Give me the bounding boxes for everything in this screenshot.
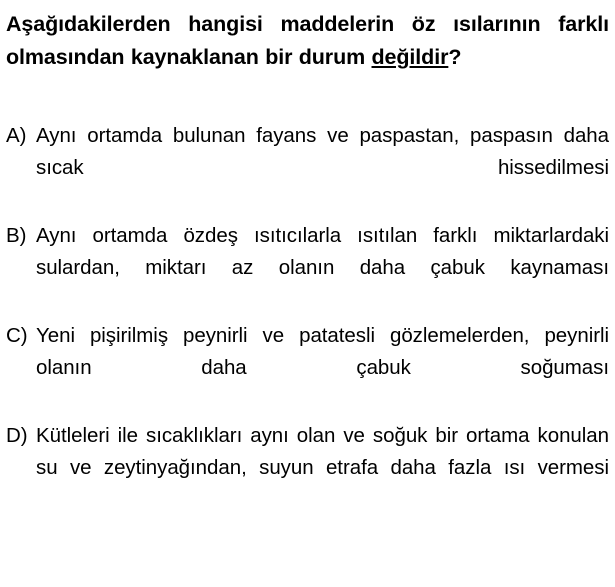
option-d[interactable] <box>6 420 609 516</box>
question-stem-text-before: Aşağıdakilerden hangisi maddelerin öz ısılarının farklı olmasından kaynaklanan bir durum <box>6 12 609 69</box>
question-stem-negation: değildir <box>371 45 449 69</box>
option-b-text: Aynı ortamda özdeş ısıtıcılarla ısıtılan farklı miktarlardaki sulardan, miktarı az olanın daha çabuk kaynaması <box>36 224 609 279</box>
question-stem-text-after: ? <box>448 45 462 69</box>
option-a-letter: A) <box>6 124 27 147</box>
option-d-letter: D) <box>6 424 28 447</box>
question-page <box>0 8 615 587</box>
option-c-letter: C) <box>6 324 28 347</box>
question-stem <box>6 8 609 74</box>
option-c[interactable] <box>6 320 609 416</box>
option-a-text: Aynı ortamda bulunan fayans ve paspastan, paspasın daha sıcak hissedilmesi <box>36 124 609 179</box>
option-d-text: Kütleleri ile sıcaklıkları aynı olan ve soğuk bir ortama konulan su ve zeytinyağından, suyun etrafa daha fazla ısı vermesi <box>36 424 609 479</box>
options-list <box>6 120 609 516</box>
option-a[interactable] <box>6 120 609 216</box>
option-b[interactable] <box>6 220 609 316</box>
option-b-letter: B) <box>6 224 27 247</box>
option-c-text: Yeni pişirilmiş peynirli ve patatesli gözlemelerden, peynirli olanın daha çabuk soğuması <box>36 324 609 379</box>
